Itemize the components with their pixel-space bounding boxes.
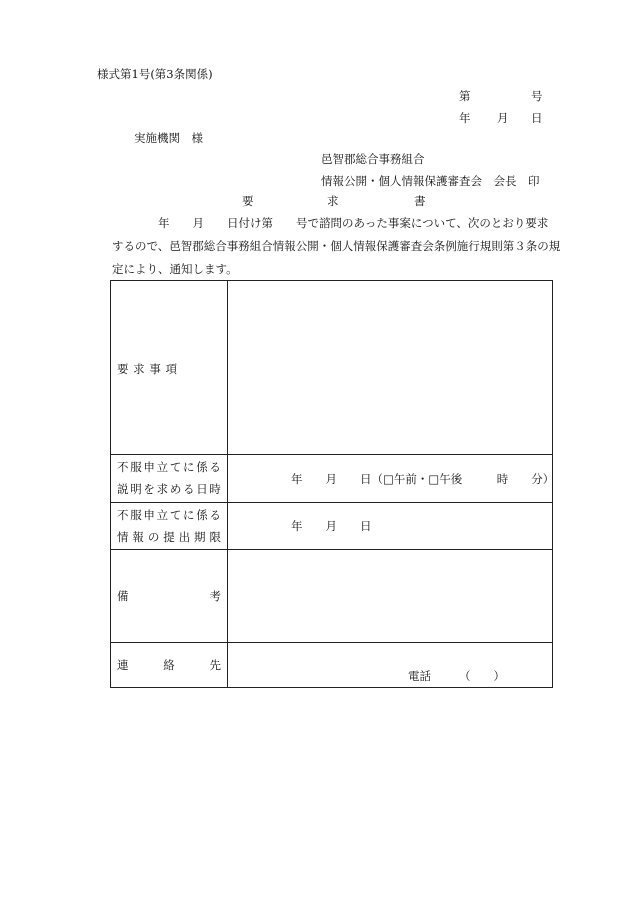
date-year: 年 <box>459 111 471 125</box>
recipient: 実施機関 様 <box>134 131 203 145</box>
form-number: 様式第1号(第3条関係) <box>97 67 213 81</box>
submission-deadline-label: 不 服 申 立 て に 係 る 情 報 の 提 出 期 限 <box>117 508 221 544</box>
request-items-label: 要 求 事 項 <box>117 362 177 376</box>
number-suffix: 号 <box>531 89 543 103</box>
title-char: 求 <box>327 194 339 208</box>
explanation-datetime-label: 不 服 申 立 て に 係 る 説 明 を 求 め る 日 時 <box>117 460 221 496</box>
body-line: するので、邑智郡総合事務組合情報公開・個人情報保護審査会条例施行規則第３条の規 <box>112 239 561 253</box>
table-row-divider <box>111 502 552 503</box>
body-line: 定により、通知します。 <box>112 262 238 276</box>
remarks-field[interactable] <box>229 551 552 641</box>
table-row-divider <box>111 642 552 643</box>
phone-label: 電話 <box>408 669 431 683</box>
request-items-field[interactable] <box>229 282 552 453</box>
contact-label: 連 絡 先 <box>117 658 221 672</box>
number-prefix: 第 <box>459 89 471 103</box>
body-line: 年 月 日付け第 号で諮問のあった事案について、次のとおり要求 <box>112 216 549 230</box>
table-row-divider <box>111 454 552 455</box>
submission-deadline-value[interactable]: 年 月 日 <box>291 519 372 533</box>
body-text <box>112 212 561 281</box>
phone-area-code: （ ） <box>459 669 505 683</box>
explanation-datetime-value[interactable]: 年 月 日（□午前・□午後 時 分） <box>291 472 555 486</box>
request-table <box>110 280 553 688</box>
table-column-divider <box>227 281 228 687</box>
date-month: 月 <box>497 111 509 125</box>
sender-council: 情報公開・個人情報保護審査会 会長 印 <box>321 174 540 188</box>
title-char: 要 <box>242 194 254 208</box>
title-char: 書 <box>414 194 426 208</box>
table-row-divider <box>111 549 552 550</box>
date-day: 日 <box>531 111 543 125</box>
remarks-label: 備 考 <box>117 589 221 603</box>
sender-organization: 邑智郡総合事務組合 <box>321 152 425 166</box>
